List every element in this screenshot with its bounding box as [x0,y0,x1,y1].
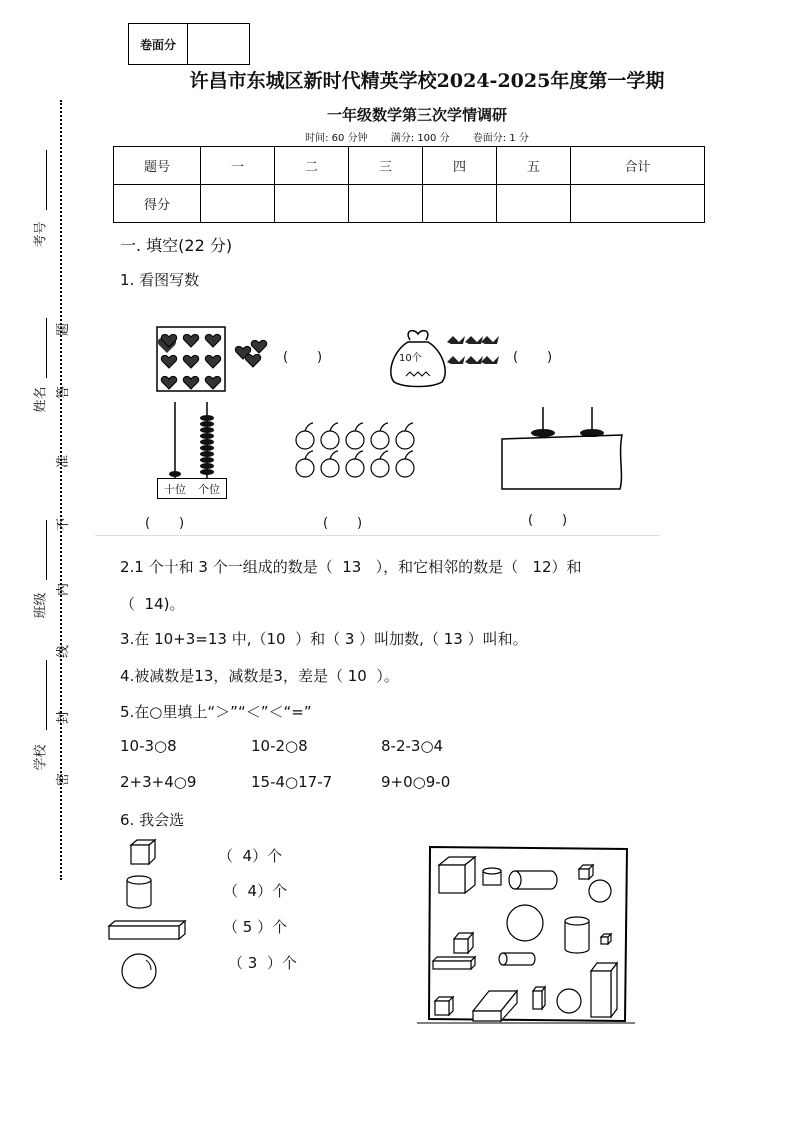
score-table-cell: 合计 [570,147,704,185]
exam-info [0,129,794,144]
bag-label: 10个 [399,353,422,364]
score-table-cell: 四 [422,147,496,185]
score-box [128,23,250,65]
sphere-icon [120,952,158,990]
q6-answer-cuboid[interactable]: （ 5 ）个 [223,918,288,936]
q5-item[interactable]: 15-4○17-7 [251,773,333,791]
apples-illustration [293,418,423,480]
birds-illustration [445,332,500,368]
score-table-cell: 一 [201,147,275,185]
q6-answer-cube[interactable]: （ 4）个 [218,847,283,865]
seal-char: 密 [56,772,72,787]
q4-text: 4.被减数是13，减数是3，差是（ 10 ）。 [120,667,399,685]
score-table-cell: 五 [496,147,570,185]
score-input-cell[interactable] [570,185,704,223]
cylinder-icon [124,874,154,910]
q5-item[interactable]: 8-2-3○4 [381,737,444,755]
cube-icon [128,837,158,867]
side-label-school: 学校 [33,744,49,771]
abacus-ones-label: 个位 [198,482,220,496]
score-input-cell[interactable] [422,185,496,223]
side-label-examno: 考号 [33,221,49,248]
q1-blank-hearts[interactable]: ( ) [283,350,323,365]
abacus-base [157,478,227,499]
q5-item[interactable]: 2+3+4○9 [120,773,197,791]
q1-blank-bag[interactable]: ( ) [513,350,553,365]
side-label-class: 班级 [33,592,49,619]
exam-title: 许昌市东城区新时代精英学校2024-2025年度第一学期 [189,70,665,92]
seal-char: 答 [56,385,72,400]
shapes-box-illustration [417,843,637,1025]
binding-dotted-line [60,100,62,880]
score-table-cell: 二 [274,147,348,185]
q2-text-line1: 2.1 个十和 3 个一组成的数是（ 13 ），和它相邻的数是（ 12）和 [120,558,582,576]
score-input-cell[interactable] [348,185,422,223]
seal-char: 内 [56,582,72,597]
q6-prompt: 6. 我会选 [120,811,185,829]
paper-score-info: 卷面分: 1 分 [472,133,529,144]
seal-char: 题 [56,322,72,337]
q5-text: 5.在○里填上“＞”“＜”＜“=” [120,703,312,721]
q1-blank-abacus[interactable]: ( ) [145,516,185,531]
q5-item[interactable]: 10-3○8 [120,737,177,755]
score-table [113,146,705,223]
score-input-cell[interactable] [274,185,348,223]
q1-divider [95,535,660,536]
score-box-field[interactable] [188,24,249,64]
q6-answer-cylinder[interactable]: （ 4）个 [223,882,288,900]
score-input-cell[interactable] [496,185,570,223]
seal-char: 准 [56,454,72,469]
q1-prompt: 1. 看图写数 [120,271,200,289]
seal-char: 不 [56,517,72,532]
side-label-name: 姓名 [33,386,49,413]
score-table-cell: 三 [348,147,422,185]
q1-blank-counter[interactable]: ( ) [528,513,568,528]
section-1-title: 一. 填空(22 分) [120,236,233,255]
hearts-illustration [155,325,275,395]
cuboid-icon [107,918,187,942]
score-table-cell: 得分 [114,185,201,223]
q1-blank-apples[interactable]: ( ) [323,516,363,531]
score-box-label: 卷面分 [129,24,188,64]
abacus-illustration [155,400,225,480]
score-table-header-row [114,147,705,185]
q5-item[interactable]: 9+0○9-0 [381,773,451,791]
examno-line [46,150,47,210]
score-table-cell: 题号 [114,147,201,185]
score-input-cell[interactable] [201,185,275,223]
q5-item[interactable]: 10-2○8 [251,737,308,755]
seal-char: 封 [56,710,72,725]
abacus-tens-label: 十位 [164,482,186,496]
counter-illustration [500,405,626,491]
exam-subtitle: 一年级数学第三次学情调研 [326,106,507,124]
q6-answer-sphere[interactable]: （ 3 ）个 [228,954,297,972]
seal-char: 线 [56,644,72,659]
q3-text: 3.在 10+3=13 中,（10 ）和（ 3 ）叫加数,（ 13 ）叫和。 [120,630,528,648]
time-info: 时间: 60 分钟 [305,133,368,144]
school-line [46,660,47,730]
class-line [46,520,47,580]
score-table-score-row [114,185,705,223]
q2-text-line2: （ 14)。 [120,595,185,613]
name-line [46,318,47,378]
full-score-info: 满分: 100 分 [390,133,450,144]
